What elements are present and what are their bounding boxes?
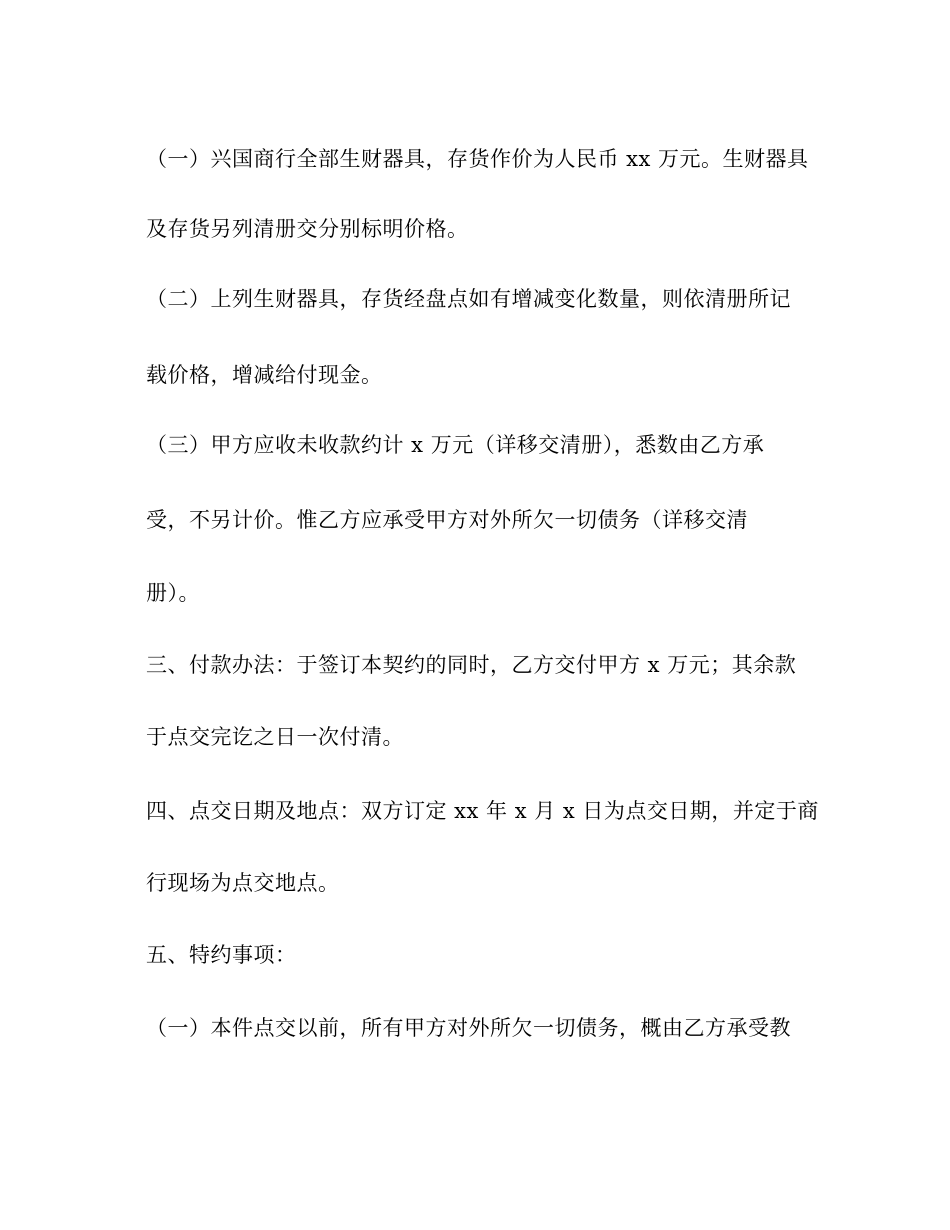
text-line-9: 于点交完讫之日一次付清。 [146, 725, 404, 749]
text-line-10: 四、点交日期及地点：双方订定 xx 年 x 月 x 日为点交日期，并定于商 [146, 799, 819, 823]
text-line-12: 五、特约事项： [146, 943, 297, 967]
text-line-13: （一）本件点交以前，所有甲方对外所欠一切债务，概由乙方承受教 [146, 1016, 791, 1040]
text-line-4: 载价格，增减给付现金。 [146, 363, 383, 387]
text-line-5: （三）甲方应收未收款约计 x 万元（详移交清册），悉数由乙方承 [146, 433, 765, 457]
text-line-8: 三、付款办法：于签订本契约的同时，乙方交付甲方 x 万元；其余款 [146, 653, 797, 677]
text-line-2: 及存货另列清册交分别标明价格。 [146, 217, 469, 241]
text-line-6: 受，不另计价。惟乙方应承受甲方对外所欠一切债务（详移交清 [146, 508, 748, 532]
text-line-1: （一）兴国商行全部生财器具，存货作价为人民币 xx 万元。生财器具 [146, 147, 809, 171]
text-line-3: （二）上列生财器具，存货经盘点如有增减变化数量，则依清册所记 [146, 287, 791, 311]
text-line-7: 册）。 [146, 581, 200, 605]
text-line-11: 行现场为点交地点。 [146, 871, 340, 895]
